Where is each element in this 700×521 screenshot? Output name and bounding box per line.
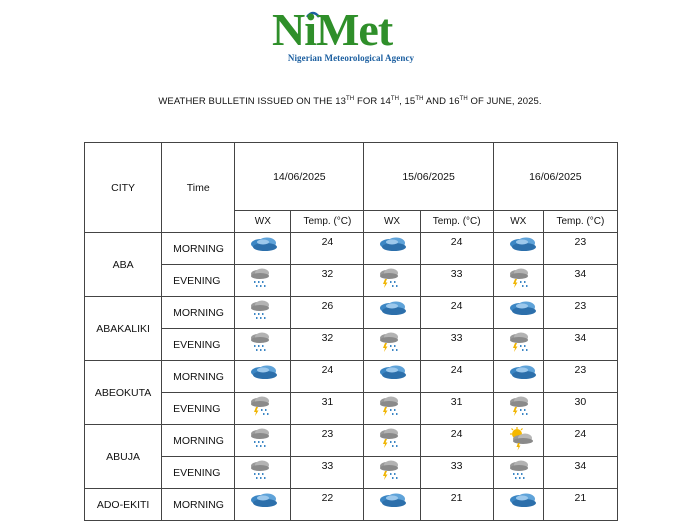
time-cell: EVENING: [162, 329, 235, 361]
wx-cell: [364, 265, 420, 297]
thunderstorm-icon: [378, 459, 419, 481]
wx-cell: [493, 329, 543, 361]
date-header: 15/06/2025: [364, 143, 493, 211]
rain-icon: [249, 267, 290, 289]
temp-cell: 21: [420, 489, 493, 521]
city-cell: ADO-EKITI: [85, 489, 162, 521]
wx-cell: [493, 265, 543, 297]
nimet-logo: [0, 0, 700, 70]
wx-subheader: WX: [235, 211, 291, 233]
city-cell: ABUJA: [85, 425, 162, 489]
rain-icon: [249, 427, 290, 449]
table-row: [85, 265, 618, 297]
temp-subheader: Temp. (°C): [291, 211, 364, 233]
temp-cell: 34: [543, 265, 617, 297]
wx-cell: [364, 393, 420, 425]
time-cell: MORNING: [162, 361, 235, 393]
time-header: Time: [162, 143, 235, 233]
rain-icon: [249, 459, 290, 481]
thunderstorm-icon: [378, 427, 419, 449]
table-row: [85, 457, 618, 489]
temp-cell: 33: [291, 457, 364, 489]
temp-cell: 31: [420, 393, 493, 425]
thunderstorm-icon: [378, 267, 419, 289]
time-cell: MORNING: [162, 233, 235, 265]
table-row: [85, 393, 618, 425]
wx-cell: [364, 329, 420, 361]
wx-cell: [235, 393, 291, 425]
date-header: 14/06/2025: [235, 143, 364, 211]
wx-cell: [364, 489, 420, 521]
temp-cell: 32: [291, 329, 364, 361]
temp-cell: 33: [420, 265, 493, 297]
cloudy-icon: [508, 235, 543, 253]
temp-cell: 24: [543, 425, 617, 457]
time-cell: MORNING: [162, 297, 235, 329]
wx-cell: [235, 233, 291, 265]
time-cell: MORNING: [162, 489, 235, 521]
thunderstorm-icon: [378, 331, 419, 353]
temp-cell: 33: [420, 329, 493, 361]
city-cell: ABA: [85, 233, 162, 297]
wx-subheader: WX: [364, 211, 420, 233]
temp-cell: 24: [420, 297, 493, 329]
logo-tagline: Nigerian Meteorological Agency: [287, 53, 415, 63]
temp-cell: 30: [543, 393, 617, 425]
table-row: [85, 233, 618, 265]
wx-cell: [235, 457, 291, 489]
rain-icon: [508, 459, 543, 481]
table-row: [85, 425, 618, 457]
temp-cell: 31: [291, 393, 364, 425]
bulletin-title: WEATHER BULLETIN ISSUED ON THE 13TH FOR 14TH, 15TH AND 16TH OF JUNE, 2025.: [158, 96, 542, 108]
temp-subheader: Temp. (°C): [420, 211, 493, 233]
wx-cell: [493, 233, 543, 265]
wx-cell: [364, 425, 420, 457]
wx-cell: [493, 361, 543, 393]
date-header: 16/06/2025: [493, 143, 617, 211]
cloudy-icon: [249, 363, 290, 381]
temp-cell: 23: [543, 233, 617, 265]
wx-cell: [235, 329, 291, 361]
cloudy-icon: [249, 491, 290, 509]
temp-cell: 22: [291, 489, 364, 521]
table-row: [85, 489, 618, 521]
city-cell: ABEOKUTA: [85, 361, 162, 425]
temp-cell: 34: [543, 457, 617, 489]
temp-cell: 24: [420, 233, 493, 265]
temp-cell: 23: [291, 425, 364, 457]
wx-cell: [235, 265, 291, 297]
time-cell: EVENING: [162, 457, 235, 489]
time-cell: EVENING: [162, 393, 235, 425]
wx-cell: [364, 297, 420, 329]
wx-cell: [235, 361, 291, 393]
cloudy-icon: [378, 299, 419, 317]
city-header: CITY: [85, 143, 162, 233]
sun-thunder-icon: [508, 427, 543, 451]
rain-icon: [249, 299, 290, 321]
wx-cell: [235, 489, 291, 521]
temp-cell: 34: [543, 329, 617, 361]
wx-cell: [493, 393, 543, 425]
temp-cell: 32: [291, 265, 364, 297]
temp-cell: 23: [543, 361, 617, 393]
cloudy-icon: [378, 235, 419, 253]
rain-icon: [249, 331, 290, 353]
temp-cell: 24: [420, 361, 493, 393]
wx-cell: [235, 425, 291, 457]
temp-cell: 21: [543, 489, 617, 521]
time-cell: EVENING: [162, 265, 235, 297]
temp-subheader: Temp. (°C): [543, 211, 617, 233]
wx-cell: [493, 457, 543, 489]
wx-cell: [493, 297, 543, 329]
temp-cell: 24: [291, 361, 364, 393]
temp-cell: 24: [420, 425, 493, 457]
wx-cell: [364, 361, 420, 393]
thunderstorm-icon: [508, 331, 543, 353]
time-cell: MORNING: [162, 425, 235, 457]
wx-subheader: WX: [493, 211, 543, 233]
wx-cell: [364, 233, 420, 265]
cloudy-icon: [508, 491, 543, 509]
thunderstorm-icon: [378, 395, 419, 417]
table-row: [85, 297, 618, 329]
cloudy-icon: [508, 363, 543, 381]
wx-cell: [493, 489, 543, 521]
temp-cell: 24: [291, 233, 364, 265]
wx-cell: [493, 425, 543, 457]
cloudy-icon: [378, 363, 419, 381]
wx-cell: [364, 457, 420, 489]
cloudy-icon: [508, 299, 543, 317]
table-row: [85, 361, 618, 393]
thunderstorm-icon: [508, 267, 543, 289]
thunderstorm-icon: [249, 395, 290, 417]
temp-cell: 26: [291, 297, 364, 329]
forecast-table: [84, 142, 618, 521]
logo-wordmark: NiMet: [272, 4, 393, 55]
thunderstorm-icon: [508, 395, 543, 417]
temp-cell: 23: [543, 297, 617, 329]
city-cell: ABAKALIKI: [85, 297, 162, 361]
wx-cell: [235, 297, 291, 329]
temp-cell: 33: [420, 457, 493, 489]
cloudy-icon: [378, 491, 419, 509]
cloudy-icon: [249, 235, 290, 253]
table-row: [85, 329, 618, 361]
